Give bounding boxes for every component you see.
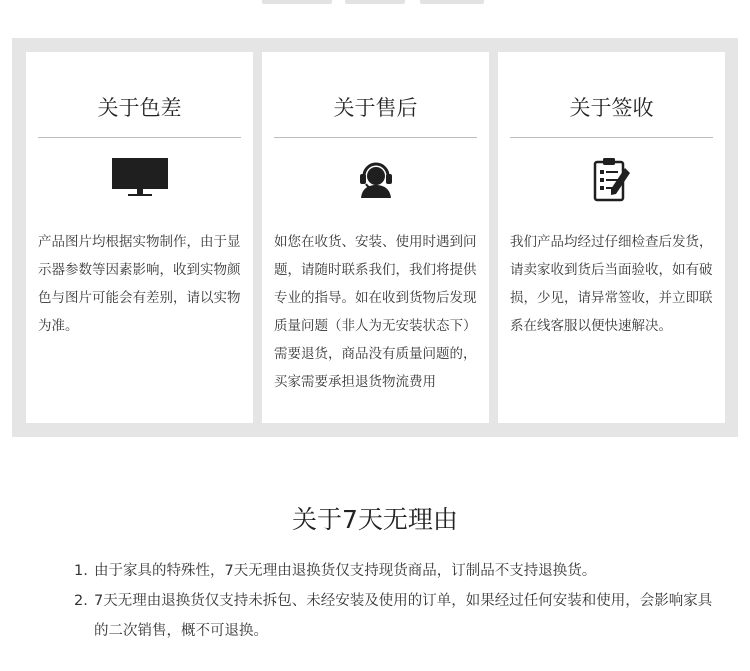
card-color-difference bbox=[26, 52, 253, 423]
clipboard-sign-icon bbox=[498, 156, 725, 206]
divider bbox=[38, 137, 241, 138]
card-body: 产品图片均根据实物制作，由于显示器参数等因素影响，收到实物颜色与图片可能会有差别，请以实物为准。 bbox=[38, 234, 241, 334]
card-body: 如您在收货、安装、使用时遇到问题，请随时联系我们，我们将提供专业的指导。如在收到货物后发现质量问题（非人为无安装状态下）需要退货，商品没有质量问题的，买家需要承担退货物流费用 bbox=[274, 234, 477, 390]
list-item bbox=[74, 586, 714, 646]
customer-service-icon bbox=[262, 156, 489, 206]
list-number: 1. bbox=[74, 563, 88, 579]
list-text: 由于家具的特殊性，7天无理由退换货仅支持现货商品，订制品不支持退换货。 bbox=[94, 563, 597, 579]
card-title: 关于售后 bbox=[333, 96, 418, 120]
list-number: 2. bbox=[74, 593, 88, 609]
card-title: 关于色差 bbox=[97, 96, 182, 120]
monitor-icon bbox=[26, 156, 253, 206]
return-policy-list bbox=[74, 556, 714, 646]
divider bbox=[510, 137, 713, 138]
card-title: 关于签收 bbox=[569, 96, 654, 120]
top-cropped-heading bbox=[0, 0, 750, 10]
list-item bbox=[74, 556, 714, 586]
card-after-sales bbox=[262, 52, 489, 423]
return-policy-title: 关于7天无理由 bbox=[292, 505, 458, 534]
info-cards-panel bbox=[12, 38, 738, 437]
list-text: 7天无理由退换货仅支持未拆包、未经安装及使用的订单，如果经过任何安装和使用，会影响家具的二次销售，概不可退换。 bbox=[94, 593, 713, 639]
divider bbox=[274, 137, 477, 138]
card-body: 我们产品均经过仔细检查后发货，请卖家收到货后当面验收，如有破损，少见，请异常签收，并立即联系在线客服以便快速解决。 bbox=[510, 234, 713, 334]
card-sign-for bbox=[498, 52, 725, 423]
